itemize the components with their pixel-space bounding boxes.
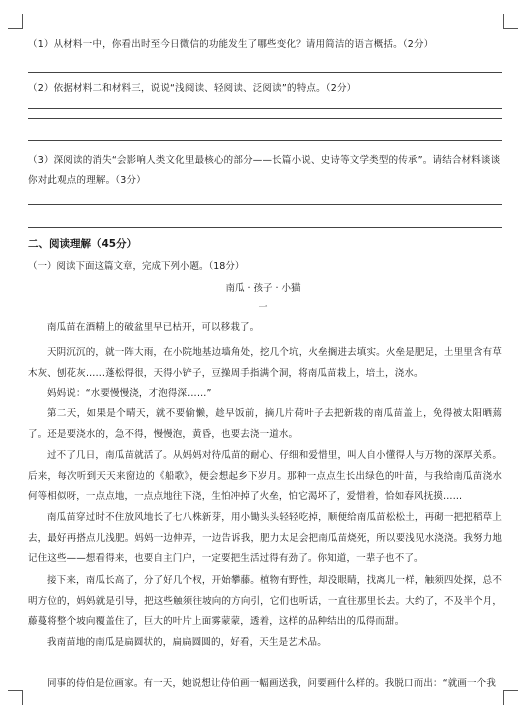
- paragraph: 同事的侍伯是位画家。有一天，她说想让侍伯画一幅画送我，问要画什么样的。我脱口而出：“就画一个我: [47, 678, 496, 689]
- crop-mark-bottom-right: [503, 690, 518, 705]
- answer-line: [28, 140, 502, 141]
- crop-mark-bottom-left: [8, 690, 23, 705]
- answer-line: [28, 72, 502, 73]
- answer-line: [28, 118, 502, 119]
- subsection-heading: （一）阅读下面这篇文章，完成下列小题。（18分）: [28, 261, 245, 272]
- article-part-number: 一: [258, 303, 268, 313]
- paragraph: 天阴沉沉的，就一阵大雨，在小院地基边墙角处，挖几个坑，火垒搁进去填实。火垒是肥足，土里里含有草木灰、刨花灰……蓬松得很，天得小铲子，豆操周手指满个洞，将南瓜苗栽上，培土，浇水。: [28, 347, 502, 379]
- question-1: （1）从材料一中，你看出时至今日微信的功能发生了哪些变化？请用简洁的语言概括。（2分）: [28, 39, 434, 50]
- question-3: （3）深阅读的消失“会影响人类文化里最核心的部分——长篇小说、史诗等文学类型的传承”。请结合材料谈谈你对此观点的理解。（3分）: [28, 155, 501, 186]
- paragraph: 过不了几日，南瓜苗就活了。从妈妈对待瓜苗的耐心、仔细和爱惜里，叫人自小懂得人与万物的深厚关系。后来，每次听到天天来窗边的《船歌》，便会想起乡下岁月。那种一点点生长出绿色的叶苗，与我给南瓜苗浇水何等相似呀，一点点地，一点点地往下浇，生怕冲掉了火垒，怕它渴坏了，爱惜着，恰如春风抚摸……: [28, 450, 502, 502]
- crop-mark-top-right: [503, 14, 518, 29]
- paragraph: 我南苗地的南瓜是扁圆状的，扁扁圆圆的，好看，天生是艺术品。: [47, 637, 327, 648]
- paragraph: 接下来，南瓜长高了，分了好几个杈，开始攀藤。植物有野性，却没眼睛，找离儿一样，触须四处探，总不明方位的，妈妈就是引导，把这些触须往坡向的方向引，它们也听话，一直往那里长去。大约了，不及半个月，藤蔓将整个坡向覆盖住了，巨大的叶片上面雾蒙蒙，透着，这样的品种结出的瓜得而甜。: [28, 575, 502, 627]
- paragraph: 妈妈说：“水要慢慢浇，才泡得深……”: [47, 388, 212, 399]
- paragraph: 第二天，如果是个晴天，就不要偷懒，趁早饭前，摘几片荷叶子去把新栽的南瓜苗盖上，免得被太阳晒蔫了。还是要浇水的，急不得，慢慢泡，黄昏，也要去浇一道水。: [28, 408, 502, 440]
- answer-line: [28, 108, 502, 109]
- answer-line: [28, 204, 502, 205]
- paragraph: 南瓜苗在酒精上的破盆里早已枯开，可以移栽了。: [47, 322, 260, 333]
- section-heading: 二、阅读理解（45分）: [28, 238, 138, 250]
- paragraph: 南瓜苗穿过时不住放风地长了七八株新芽，用小锄头头轻轻吃掉，顺便给南瓜苗松松土，再砌一把把稻草上去，最好再搭点儿浅肥。妈妈一边伸弄，一边告诉我，肥力太足会把南瓜苗烧死，所以要浅见水浇浇。我努力地记住这些——想看得来，也要自主门户，一定要把生活过得有劲了。你知道，一辈子也不了。: [28, 512, 502, 564]
- question-2: （2）依据材料二和材料三，说说“浅阅读、轻阅读、泛阅读”的特点。（2分）: [28, 83, 357, 94]
- article-title: 南瓜 · 孩子 · 小猫: [225, 283, 301, 294]
- answer-line: [28, 227, 502, 228]
- crop-mark-top-left: [8, 14, 23, 29]
